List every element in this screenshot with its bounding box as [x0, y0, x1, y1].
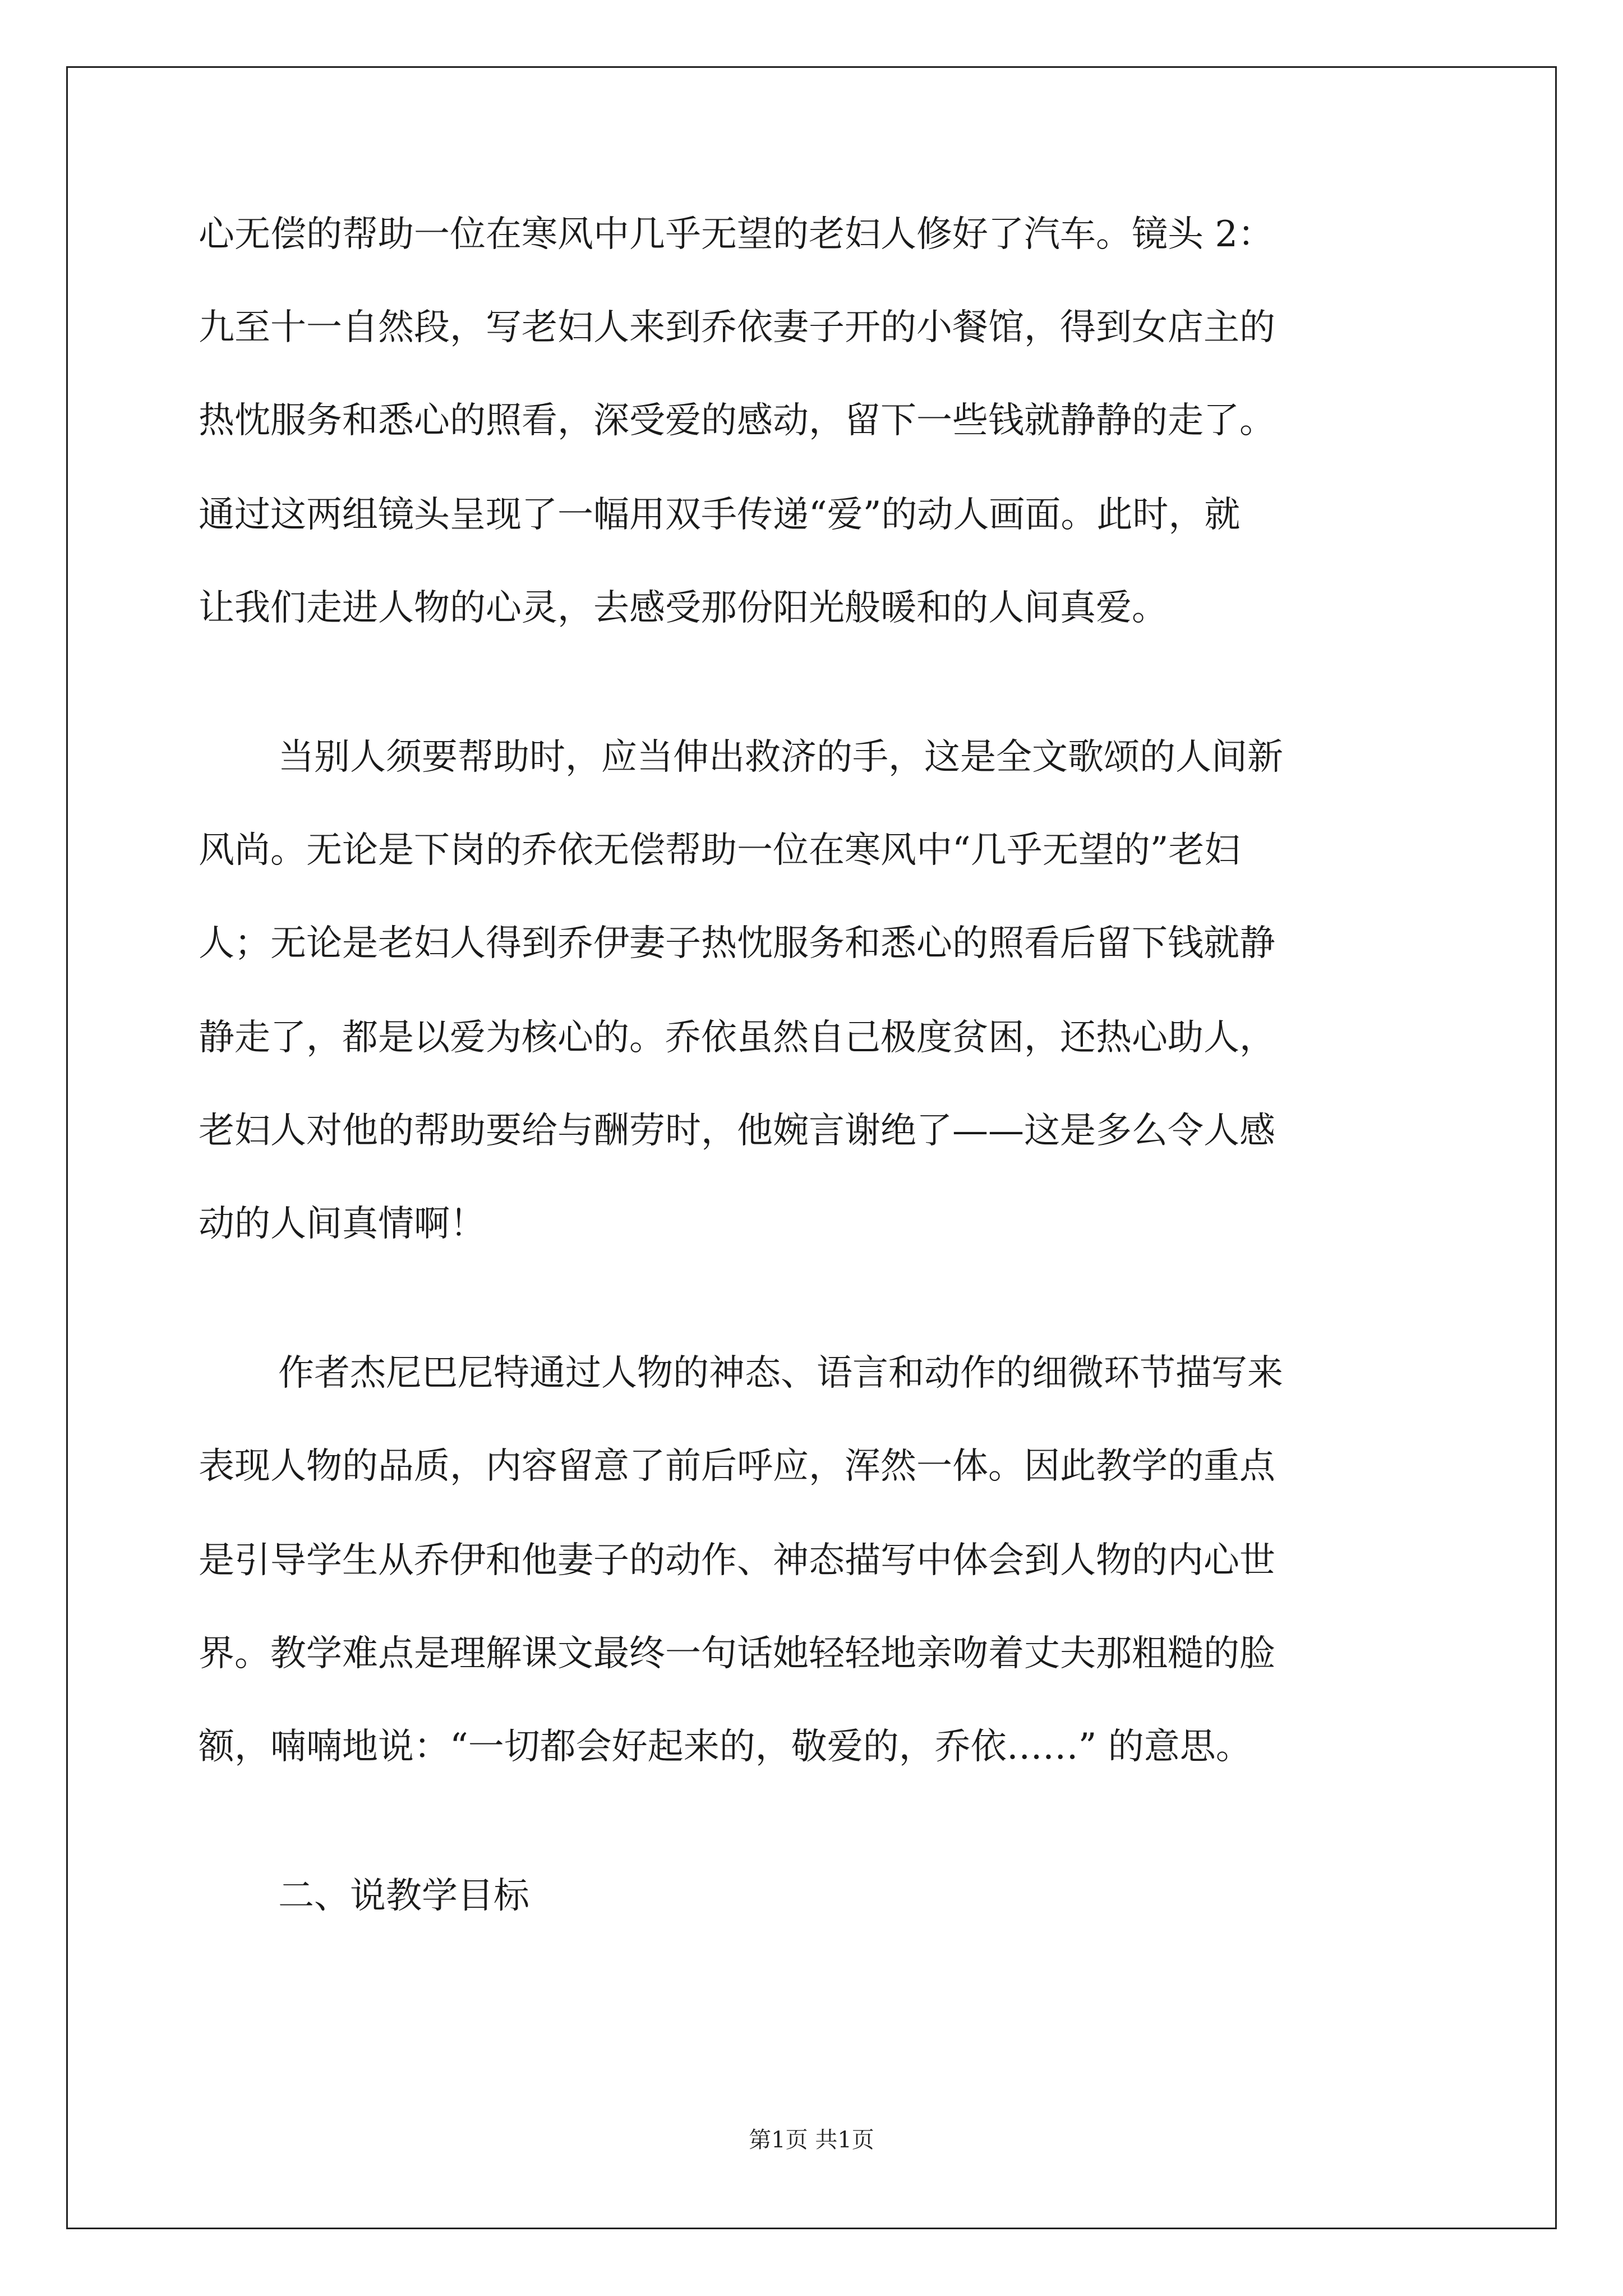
text-line: 热忱服务和悉心的照看，深受爱的感动，留下一些钱就静静的走了。: [199, 400, 1275, 441]
section-heading: 二、说教学目标: [278, 1875, 529, 1917]
text-line: 动的人间真情啊！: [199, 1203, 486, 1245]
text-line: 是引导学生从乔伊和他妻子的动作、神态描写中体会到人物的内心世: [199, 1540, 1275, 1581]
text-line: 老妇人对他的帮助要给与酬劳时，他婉言谢绝了——这是多么令人感: [199, 1110, 1275, 1152]
paragraph-start-line: 当别人须要帮助时，应当伸出救济的手，这是全文歌颂的人间新: [278, 737, 1283, 778]
page-number-footer: 第1页 共1页: [749, 2127, 874, 2153]
text-line: 界。教学难点是理解课文最终一句话她轻轻地亲吻着丈夫那粗糙的脸: [199, 1633, 1275, 1674]
text-line: 九至十一自然段，写老妇人来到乔依妻子开的小餐馆，得到女店主的: [199, 307, 1275, 348]
text-line: 心无偿的帮助一位在寒风中几乎无望的老妇人修好了汽车。镜头 2：: [199, 214, 1274, 255]
text-line: 风尚。无论是下岗的乔依无偿帮助一位在寒风中“几乎无望的”老妇: [199, 830, 1241, 871]
text-line: 表现人物的品质，内容留意了前后呼应，浑然一体。因此教学的重点: [199, 1446, 1275, 1487]
text-line: 人；无论是老妇人得到乔伊妻子热忱服务和悉心的照看后留下钱就静: [199, 923, 1275, 964]
text-line: 让我们走进人物的心灵，去感受那份阳光般暖和的人间真爱。: [199, 587, 1168, 629]
paragraph-start-line: 作者杰尼巴尼特通过人物的神态、语言和动作的细微环节描写来: [278, 1352, 1283, 1394]
text-line: 通过这两组镜头呈现了一幅用双手传递“爱”的动人画面。此时，就: [199, 494, 1241, 536]
text-line: 额，喃喃地说：“一切都会好起来的，敬爱的，乔依……” 的意思。: [199, 1726, 1252, 1768]
text-line: 静走了，都是以爱为核心的。乔依虽然自己极度贫困，还热心助人，: [199, 1017, 1275, 1059]
